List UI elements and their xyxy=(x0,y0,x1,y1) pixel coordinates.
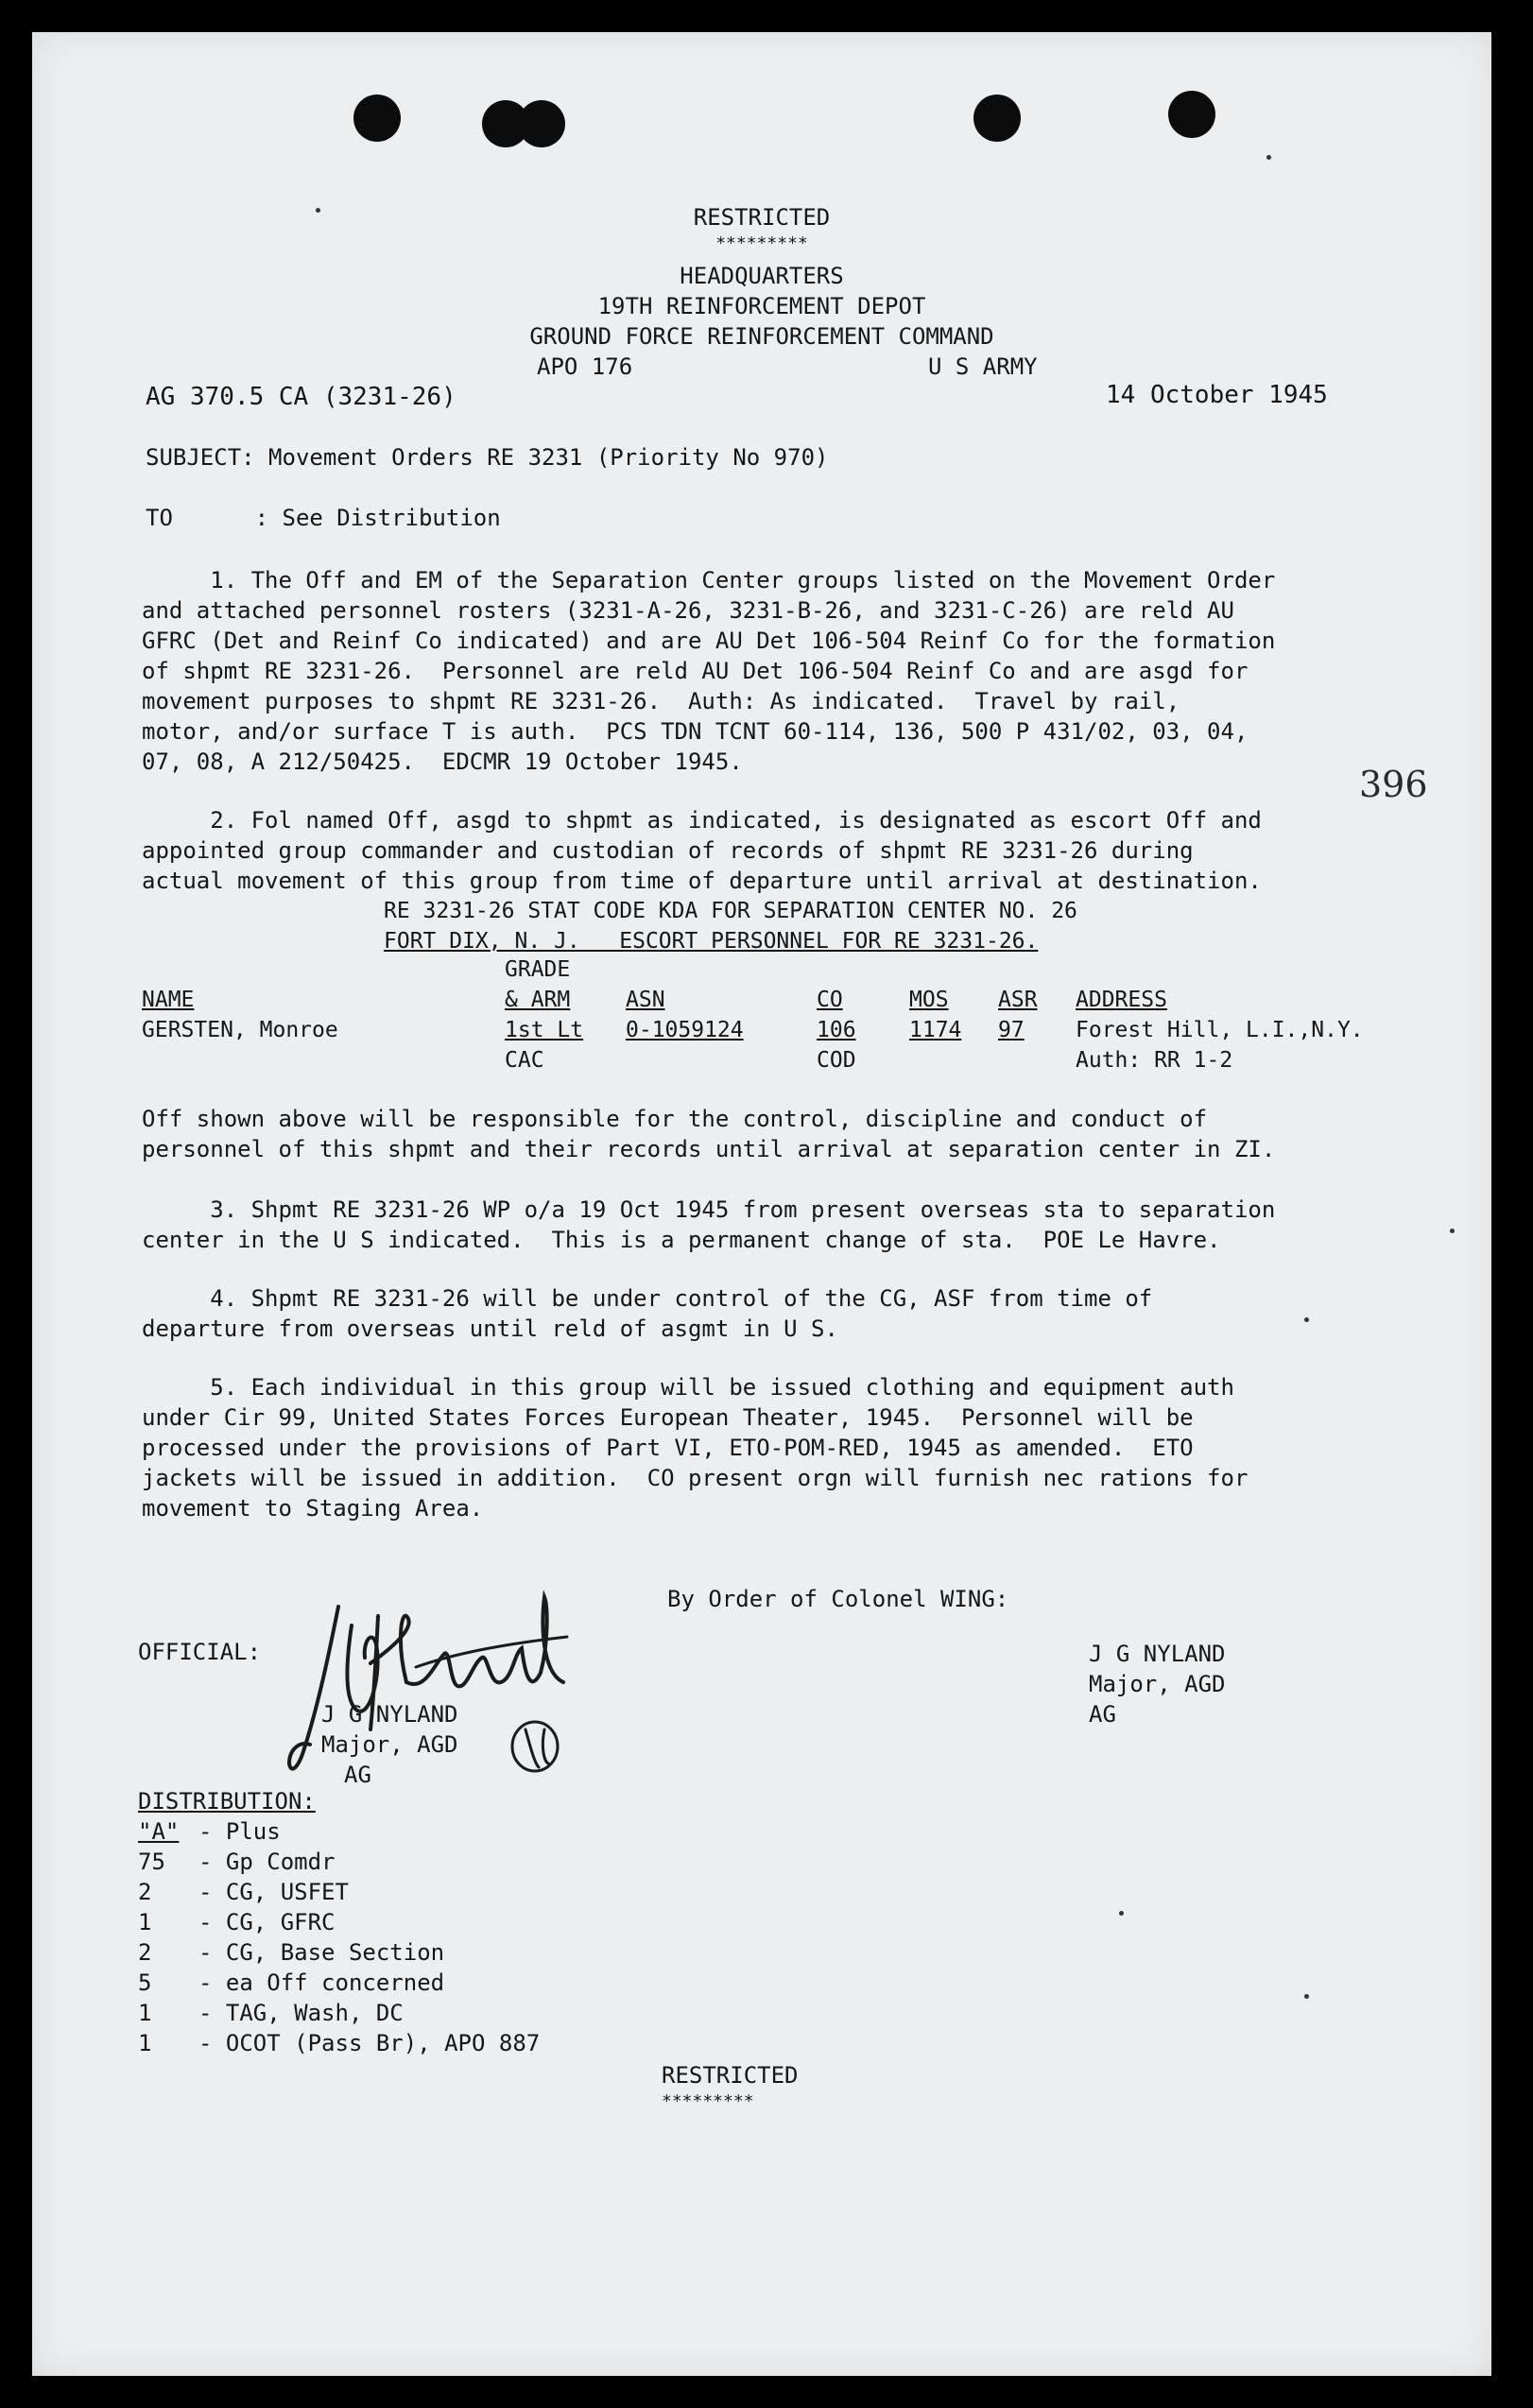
document-body xyxy=(32,32,1491,2376)
distribution-qty: 2 xyxy=(138,1939,152,1966)
escort-mos: 1174 xyxy=(909,1018,962,1042)
official-label: OFFICIAL: xyxy=(138,1639,262,1665)
distribution-qty: "A" xyxy=(138,1818,180,1845)
classification-stars: ********* xyxy=(715,233,808,253)
classification-bottom: RESTRICTED xyxy=(662,2062,799,2089)
escort-asn: 0-1059124 xyxy=(626,1018,744,1042)
text-line: under Cir 99, United States Forces European Theater, 1945. Personnel will be xyxy=(142,1404,1194,1431)
asr-header: ASR xyxy=(998,988,1038,1012)
text-line: of shpmt RE 3231-26. Personnel are reld AU Det 106-504 Reinf Co and are asgd for xyxy=(142,658,1249,684)
asn-header: ASN xyxy=(626,988,665,1012)
file-reference: AG 370.5 CA (3231-26) xyxy=(146,383,456,411)
paragraph-2b xyxy=(142,1104,1455,1164)
text-line: personnel of this shpmt and their records until arrival at separation center in ZI. xyxy=(142,1136,1276,1162)
command-line: GROUND FORCE REINFORCEMENT COMMAND xyxy=(529,323,994,350)
text-line: 5. Each individual in this group will be issued clothing and equipment auth xyxy=(142,1374,1234,1401)
subject-line: SUBJECT: Movement Orders RE 3231 (Priority No 970) xyxy=(146,444,829,471)
distribution-dest: - Gp Comdr xyxy=(198,1849,336,1875)
distribution-dest: - OCOT (Pass Br), APO 887 xyxy=(198,2030,541,2056)
scan-speck xyxy=(316,208,320,213)
apo-line: APO 176 xyxy=(537,353,633,380)
text-line: 07, 08, A 212/50425. EDCMR 19 October 1945. xyxy=(142,748,743,775)
escort-heading-1: RE 3231-26 STAT CODE KDA FOR SEPARATION CENTER NO. 26 xyxy=(384,899,1077,923)
paragraph-5 xyxy=(142,1372,1455,1523)
escort-grade: 1st Lt xyxy=(505,1018,584,1042)
text-line: jackets will be issued in addition. CO present orgn will furnish nec rations for xyxy=(142,1465,1249,1491)
text-line: movement purposes to shpmt RE 3231-26. Auth: As indicated. Travel by rail, xyxy=(142,688,1180,714)
escort-heading-2: FORT DIX, N. J. ESCORT PERSONNEL FOR RE 3231-26. xyxy=(384,929,1039,954)
signer-title: AG xyxy=(1089,1701,1116,1728)
name-header: NAME xyxy=(142,988,195,1012)
scan-speck xyxy=(1304,1994,1309,1999)
official-rank: Major, AGD xyxy=(321,1731,458,1758)
scan-speck xyxy=(1266,155,1271,160)
signer-rank: Major, AGD xyxy=(1089,1671,1226,1697)
text-line: 2. Fol named Off, asgd to shpmt as indicated, is designated as escort Off and xyxy=(142,807,1262,834)
grade-header: & ARM xyxy=(505,988,571,1012)
escort-co-code: COD xyxy=(817,1048,856,1073)
text-line: GFRC (Det and Reinf Co indicated) and are AU Det 106-504 Reinf Co for the formation xyxy=(142,628,1276,654)
text-line: processed under the provisions of Part VI, ETO-POM-RED, 1945 as amended. ETO xyxy=(142,1435,1194,1461)
distribution-qty: 2 xyxy=(138,1879,152,1905)
distribution-dest: - Plus xyxy=(198,1818,281,1845)
paragraph-3 xyxy=(142,1195,1455,1255)
address-header: ADDRESS xyxy=(1076,988,1167,1012)
text-line: appointed group commander and custodian of records of shpmt RE 3231-26 during xyxy=(142,837,1194,864)
escort-auth: Auth: RR 1-2 xyxy=(1076,1048,1233,1073)
scan-speck xyxy=(1450,1229,1455,1233)
paragraph-2 xyxy=(142,805,1455,896)
escort-name: GERSTEN, Monroe xyxy=(142,1018,338,1042)
grade-header-top: GRADE xyxy=(505,957,571,982)
official-name: J G NYLAND xyxy=(321,1701,458,1728)
escort-co: 106 xyxy=(817,1018,856,1042)
text-line: actual movement of this group from time of departure until arrival at destination. xyxy=(142,868,1262,894)
escort-arm: CAC xyxy=(505,1048,544,1073)
classification-top: RESTRICTED xyxy=(693,204,831,231)
text-line: movement to Staging Area. xyxy=(142,1495,484,1522)
distribution-dest: - ea Off concerned xyxy=(198,1969,445,1996)
handwritten-signature xyxy=(265,1588,605,1805)
official-title: AG xyxy=(344,1762,371,1788)
document-date: 14 October 1945 xyxy=(1106,381,1328,409)
text-line: motor, and/or surface T is auth. PCS TDN TCNT 60-114, 136, 500 P 431/02, 03, 04, xyxy=(142,718,1249,745)
paragraph-4 xyxy=(142,1283,1455,1344)
scan-speck xyxy=(1119,1911,1124,1916)
text-line: 3. Shpmt RE 3231-26 WP o/a 19 Oct 1945 from present overseas sta to separation xyxy=(142,1196,1276,1223)
text-line: 1. The Off and EM of the Separation Center groups listed on the Movement Order xyxy=(142,567,1276,593)
depot-line: 19TH REINFORCEMENT DEPOT xyxy=(597,293,926,319)
army-line: U S ARMY xyxy=(928,353,1038,380)
distribution-dest: - CG, GFRC xyxy=(198,1909,336,1935)
distribution-qty: 75 xyxy=(138,1849,165,1875)
distribution-dest: - CG, Base Section xyxy=(198,1939,445,1966)
distribution-dest: - CG, USFET xyxy=(198,1879,349,1905)
distribution-qty: 5 xyxy=(138,1969,152,1996)
distribution-label: DISTRIBUTION: xyxy=(138,1788,316,1815)
escort-asr: 97 xyxy=(998,1018,1025,1042)
co-header: CO xyxy=(817,988,843,1012)
to-line: TO : See Distribution xyxy=(146,505,501,531)
text-line: 4. Shpmt RE 3231-26 will be under control of the CG, ASF from time of xyxy=(142,1285,1153,1312)
distribution-qty: 1 xyxy=(138,2030,152,2056)
distribution-qty: 1 xyxy=(138,1909,152,1935)
text-line: departure from overseas until reld of asgmt in U S. xyxy=(142,1316,838,1342)
text-line: and attached personnel rosters (3231-A-26, 3231-B-26, and 3231-C-26) are reld AU xyxy=(142,597,1234,624)
escort-address: Forest Hill, L.I.,N.Y. xyxy=(1076,1018,1364,1042)
page-number-annotation: 396 xyxy=(1359,764,1428,805)
by-order-line: By Order of Colonel WING: xyxy=(667,1586,1009,1612)
signer-name: J G NYLAND xyxy=(1089,1641,1226,1667)
classification-stars-bottom: ********* xyxy=(662,2091,754,2111)
distribution-dest: - TAG, Wash, DC xyxy=(198,2000,404,2026)
distribution-qty: 1 xyxy=(138,2000,152,2026)
paragraph-1 xyxy=(142,565,1455,777)
mos-header: MOS xyxy=(909,988,949,1012)
text-line: center in the U S indicated. This is a permanent change of sta. POE Le Havre. xyxy=(142,1227,1221,1253)
text-line: Off shown above will be responsible for the control, discipline and conduct of xyxy=(142,1106,1208,1132)
scan-speck xyxy=(1304,1317,1309,1322)
document-sheet xyxy=(32,32,1491,2376)
hq-line: HEADQUARTERS xyxy=(680,263,844,289)
